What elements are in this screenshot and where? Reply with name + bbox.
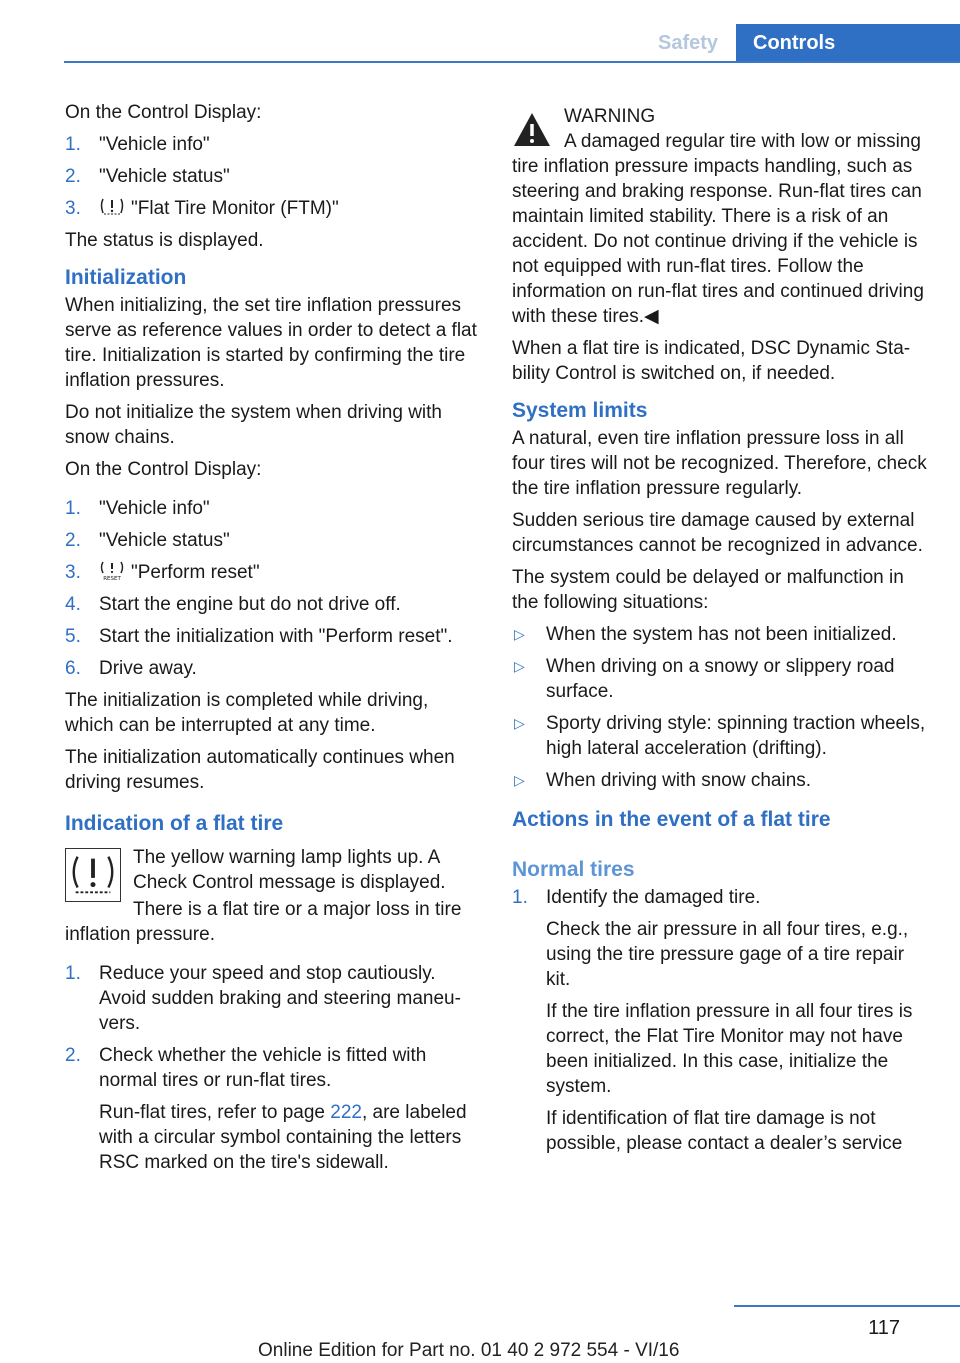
paragraph: Sudden serious tire damage caused by external circumstances cannot be recognized in advance. — [512, 510, 923, 556]
control-display-label: On the Control Display: — [65, 102, 262, 123]
warning-triangle-icon — [512, 110, 552, 150]
svg-text:RESET: RESET — [103, 576, 121, 581]
list-item: 6. Drive away. — [65, 658, 197, 679]
flat-tire-indication-heading: Indication of a flat tire — [65, 812, 284, 835]
paragraph: The yellow warning lamp lights up. A Check Control message is displayed. — [133, 847, 446, 893]
status-text: The status is displayed. — [65, 230, 264, 251]
section-tab-safety: Safety — [657, 32, 719, 54]
paragraph: The initialization is completed while driving, which can be interrupted at any time. — [65, 690, 429, 736]
paragraph: There is a flat tire or a major loss in tire inflation pressure. — [65, 899, 462, 945]
warning-text: A damaged regular tire with low or missing tire inflation pressure impacts handling, such as steering and braking response. Run-flat tires can maintain limited stability. There is a risk of an accident. Do not continue driving if the vehicle is not equipped with run-flat tires. Follow the information on run-flat tires and continued driving with these tires.◀ — [512, 131, 924, 327]
list-item: 2. "Vehicle status" — [65, 166, 230, 187]
paragraph: If identification of flat tire damage is not possible, please contact a dealer’s service — [546, 1108, 903, 1154]
system-limits-heading: System limits — [512, 399, 648, 422]
paragraph: If the tire inflation pressure in all four tires is correct, the Flat Tire Monitor may not have been initialized. In this case, initialize the system. — [546, 1001, 913, 1097]
paragraph: When a flat tire is indicated, DSC Dynamic Stability Control is switched on, if needed. — [512, 338, 911, 384]
list-item: ▷ When the system has not been initialized. — [514, 624, 897, 645]
flat-tire-steps-list — [65, 961, 480, 1175]
warning-lamp-block — [65, 845, 480, 903]
flat-tire-warning-lamp-icon — [65, 848, 121, 902]
init-steps-list — [65, 496, 480, 681]
list-item: 1. "Vehicle info" — [65, 134, 210, 155]
control-display-label: On the Control Display: — [65, 459, 262, 480]
list-item: 1. "Vehicle info" — [65, 498, 210, 519]
list-item: 2. Check whether the vehicle is fitted with normal tires or run-flat tires. Run-flat tires, refer to page 222, are labeled with a circular symbol containing the letters RSC marked on the tire's sidewall. — [65, 1043, 480, 1175]
normal-tires-steps-list — [512, 885, 932, 1156]
list-item: ▷ When driving on a snowy or slippery road surface. — [514, 656, 895, 702]
header-rule — [64, 61, 960, 63]
warning-block — [512, 104, 932, 129]
tire-reset-icon — [99, 561, 125, 581]
edition-note: Online Edition for Part no. 01 40 2 972 554 - VI/16 — [258, 1340, 680, 1361]
paragraph: Do not initialize the system when driving with snow chains. — [65, 402, 443, 448]
list-item: 1. Reduce your speed and stop cautiously. Avoid sudden braking and steering maneuvers. — [65, 963, 461, 1034]
limits-list — [512, 622, 932, 793]
list-item: 3. RESET "Perform reset" — [65, 562, 260, 583]
paragraph: The initialization automatically continues when driving resumes. — [65, 747, 455, 793]
list-item: ▷ When driving with snow chains. — [514, 770, 812, 791]
flat-tire-actions-heading: Actions in the event of a flat tire — [512, 808, 831, 831]
paragraph: Run-flat tires, refer to page 222, are labeled with a circular symbol containing the letters RSC marked on the tire's sidewall. — [99, 1102, 467, 1173]
list-item: ▷ Sporty driving style: spinning traction wheels, high lateral acceleration (drifting). — [514, 713, 926, 759]
list-item: 4. Start the engine but do not drive off. — [65, 594, 401, 615]
normal-tires-heading: Normal tires — [512, 858, 635, 881]
tire-warning-icon — [99, 197, 125, 217]
right-column — [512, 100, 932, 1163]
list-item: 2. "Vehicle status" — [65, 530, 230, 551]
initialization-heading: Initialization — [65, 266, 187, 289]
section-tab-controls: Controls — [736, 24, 960, 62]
paragraph: The system could be delayed or malfunction in the following situations: — [512, 567, 904, 613]
list-item: 3. "Flat Tire Monitor (FTM)" — [65, 198, 339, 219]
list-item: 1. Identify the damaged tire. Check the air pressure in all four tires, e.g., using the tire pressure gage of a tire repair kit. If the tire inflation pressure in all four tires is correct, the Flat Tire Monitor may not have been initialized. In this case, initialize the system. If identification of flat tire damage is not possible, please contact a dealer’s service — [512, 885, 932, 1156]
footer-rule — [734, 1305, 960, 1307]
list-item: 5. Start the initialization with "Perform reset". — [65, 626, 453, 647]
page-number: 117 — [868, 1317, 900, 1339]
paragraph: A natural, even tire inflation pressure loss in all four tires will not be recognized. Therefore, check the tire inflation pressure regularly. — [512, 428, 927, 499]
paragraph: When initializing, the set tire inflation pressures serve as reference values in order to detect a flat tire. Initialization is started by confirming the tire inflation pressures. — [65, 295, 477, 391]
page-link[interactable]: 222 — [330, 1102, 362, 1123]
left-column — [65, 100, 480, 1182]
paragraph: Check the air pressure in all four tires, e.g., using the tire pressure gage of a tire repair kit. — [546, 919, 909, 990]
status-steps-list — [65, 132, 480, 221]
warning-title: WARNING — [564, 106, 656, 127]
